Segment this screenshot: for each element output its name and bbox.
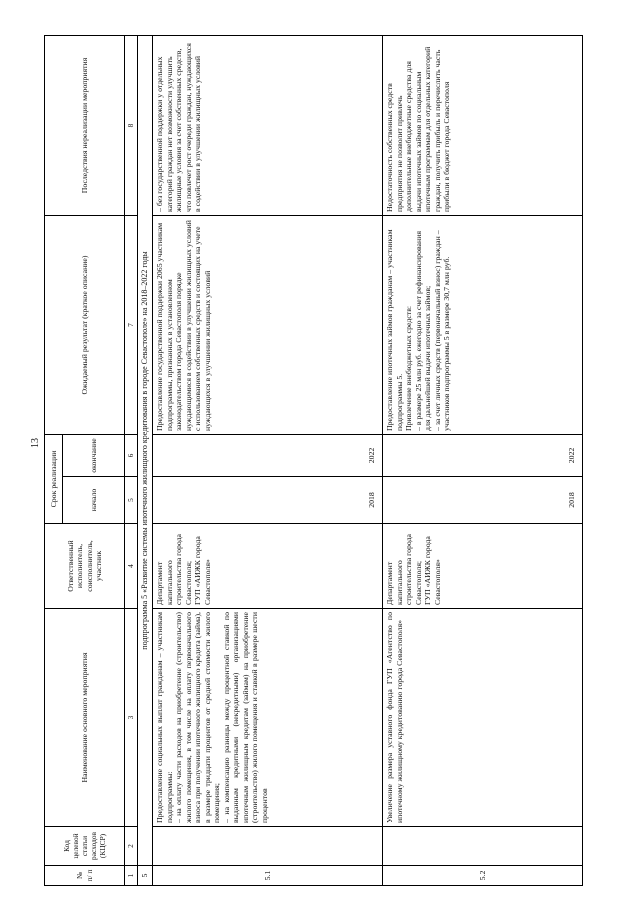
row-start: 2018 xyxy=(153,477,383,524)
row-code xyxy=(383,827,583,866)
header-period: Срок реализации xyxy=(45,435,63,524)
subprogram-title: подпрограмма 5 «Развитие системы ипотечного жилищного кредитования в городе Севастополе» на 2018–2022 годы xyxy=(138,36,153,866)
row-end: 2022 xyxy=(383,435,583,477)
row-end: 2022 xyxy=(153,435,383,477)
column-number: 1 xyxy=(125,866,138,886)
row-consequences: Недостаточность собственных средств предприятия не позволит привлечь дополнительные внебюджетные средства для выдачи ипотечных займов по социальным ипотечным программам для отдельных категорий граждан, получить прибыль и перечислить часть прибыли в бюджет города Севастополя xyxy=(383,36,583,216)
row-name: Предоставление социальных выплат гражданам – участникам подпрограммы: – на оплату части расходов на приобретение (строительство) жилого помещения, в том числе на оплату первоначального взноса при получении ипотечного жилищного кредита (займа), в размере тридцати процентов от средней стоимости жилого помещения; – на компенсацию разницы между процентной ставкой по выданным кредитными (некредитными) организациями ипотечным жилищным кредитам (займам) на приобретение (строительство) жилого помещения и ставкой в размере шести процентов xyxy=(153,609,383,827)
row-code xyxy=(153,827,383,866)
row-number: 5.2 xyxy=(383,866,583,886)
row-start: 2018 xyxy=(383,477,583,524)
column-number: 4 xyxy=(125,524,138,609)
row-executor: Департамент капитального строительства города Севастополя; ГУП «АИЖК города Севастополя» xyxy=(383,524,583,609)
header-end: окончание xyxy=(63,435,125,477)
row-number: 5.1 xyxy=(153,866,383,886)
column-number: 2 xyxy=(125,827,138,866)
header-result: Ожидаемый результат (краткое описание) xyxy=(45,216,125,435)
column-number: 5 xyxy=(125,477,138,524)
page-number: 13 xyxy=(30,438,41,448)
row-executor: Департамент капитального строительства города Севастополя; ГУП «АИЖК города Севастополя» xyxy=(153,524,383,609)
row-result: Предоставление ипотечных займов гражданам – участникам подпрограммы 5. Привлечение внебюджетных средств: – в размере 25 млн руб. ежегодно за счет рефинансирования для дальнейшей выдачи ипотечных займов; – за счет личных средств (первоначальный взнос) граждан – участников подпрограммы 5 в размере 30,7 млн руб. xyxy=(383,216,583,435)
header-executor: Ответственный исполнитель, соисполнитель, участник xyxy=(45,524,125,609)
rotated-page xyxy=(44,36,582,886)
row-name: Увеличение размера уставного фонда ГУП «Агентство по ипотечному жилищному кредитованию города Севастополя» xyxy=(383,609,583,827)
measures-table xyxy=(44,35,583,886)
column-number: 7 xyxy=(125,216,138,435)
header-number: № п/ п xyxy=(45,866,125,886)
table-row xyxy=(383,36,583,886)
column-number: 3 xyxy=(125,609,138,827)
header-consequences: Последствия нереализации мероприятия xyxy=(45,36,125,216)
header-name: Наименование основного мероприятия xyxy=(45,609,125,827)
column-number: 8 xyxy=(125,36,138,216)
header-start: начало xyxy=(63,477,125,524)
subprogram-number: 5 xyxy=(138,866,153,886)
row-result: Предоставление государственной поддержки 2065 участникам подпрограммы, признанных в установленном законодательством города Севастополя порядке нуждающимися в содействии в улучшении жилищных условий с использованием собственных средств и состоящих на учете нуждающихся в улучшении жилищных условий xyxy=(153,216,383,435)
row-consequences: – без государственной поддержки у отдельных категорий граждан нет возможности улучшить жилищные условия за счет собственных средств, что повлечет рост очереди граждан, нуждающихся в содействии в улучшении жилищных условий xyxy=(153,36,383,216)
header-code: Код целевой статьи расходов (КЦСР) xyxy=(45,827,125,866)
table-row xyxy=(153,36,383,886)
column-number: 6 xyxy=(125,435,138,477)
